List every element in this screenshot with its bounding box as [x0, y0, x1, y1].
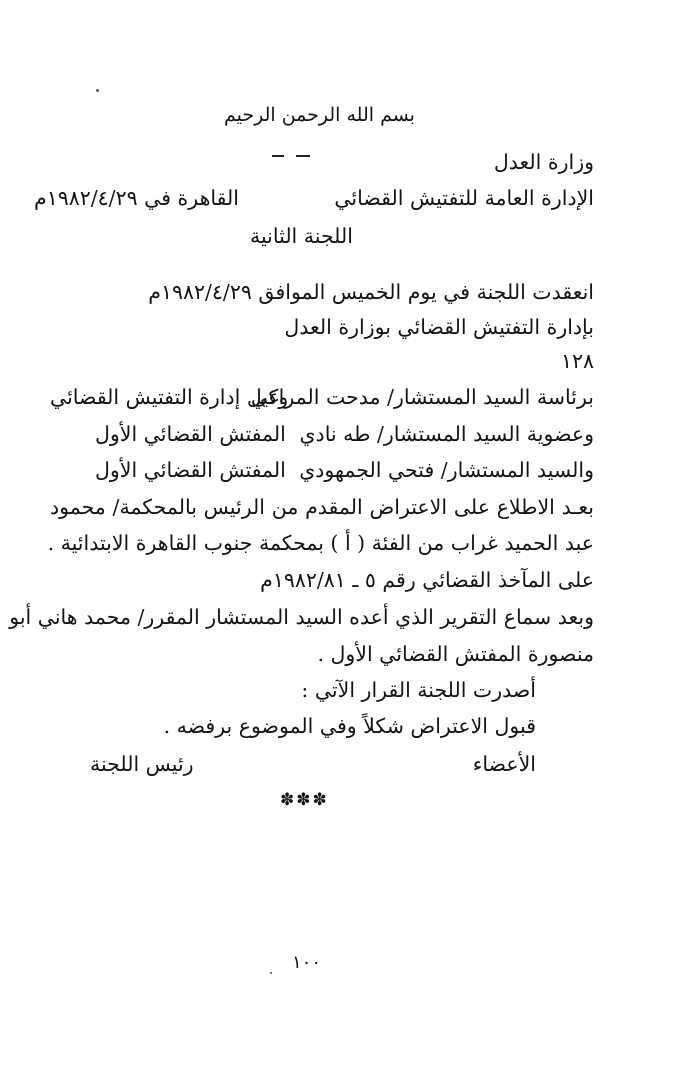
ministry-name: وزارة العدل — [493, 150, 594, 174]
member-name: والسيد المستشار/ فتحي الجمهودي — [299, 458, 594, 482]
decision-intro: أصدرت اللجنة القرار الآتي : — [301, 678, 536, 702]
member-title: المفتش القضائي الأول — [95, 458, 286, 482]
meeting-line-2: بإدارة التفتيش القضائي بوزارة العدل — [284, 315, 594, 339]
paragraph-line: بعـد الاطلاع على الاعتراض المقدم من الرئيس بالمحكمة/ محمود — [50, 495, 594, 519]
separator-stars: ✽✽✽ — [280, 790, 329, 810]
chairman-name: برئاسة السيد المستشار/ مدحت المراغي — [250, 385, 594, 409]
chairman-title: وكيل إدارة التفتيش القضائي — [50, 385, 289, 409]
paragraph-line: وبعد سماع التقرير الذي أعده السيد المستشار المقرر/ محمد هاني أبو — [9, 605, 594, 629]
member-name: وعضوية السيد المستشار/ طه نادي — [299, 422, 594, 446]
meeting-number: ١٢٨ — [560, 349, 594, 373]
members-signature: الأعضاء — [472, 752, 536, 776]
chairman-signature: رئيس اللجنة — [90, 752, 194, 776]
paragraph-line: على المآخذ القضائي رقم ٥ ـ ١٩٨٢/٨١م — [260, 568, 594, 592]
paragraph-line: منصورة المفتش القضائي الأول . — [317, 642, 594, 666]
page-number: ١٠٠ — [292, 952, 322, 973]
scan-speck — [96, 89, 99, 92]
decision-text: قبول الاعتراض شكلاً وفي الموضوع برفضه . — [163, 714, 536, 738]
paragraph-line: عبد الحميد غراب من الفئة ( أ ) بمحكمة جنوب القاهرة الابتدائية . — [47, 531, 594, 555]
committee-name: اللجنة الثانية — [250, 224, 353, 248]
member-title: المفتش القضائي الأول — [95, 422, 286, 446]
department-name: الإدارة العامة للتفتيش القضائي — [334, 186, 594, 210]
decorative-dash — [272, 152, 310, 160]
place-date: القاهرة في ١٩٨٢/٤/٢٩م — [34, 186, 239, 210]
basmala: بسم الله الرحمن الرحيم — [224, 104, 415, 126]
meeting-line-1: انعقدت اللجنة في يوم الخميس الموافق ١٩٨٢/٤/٢٩م — [148, 280, 594, 304]
scan-speck — [270, 972, 272, 974]
